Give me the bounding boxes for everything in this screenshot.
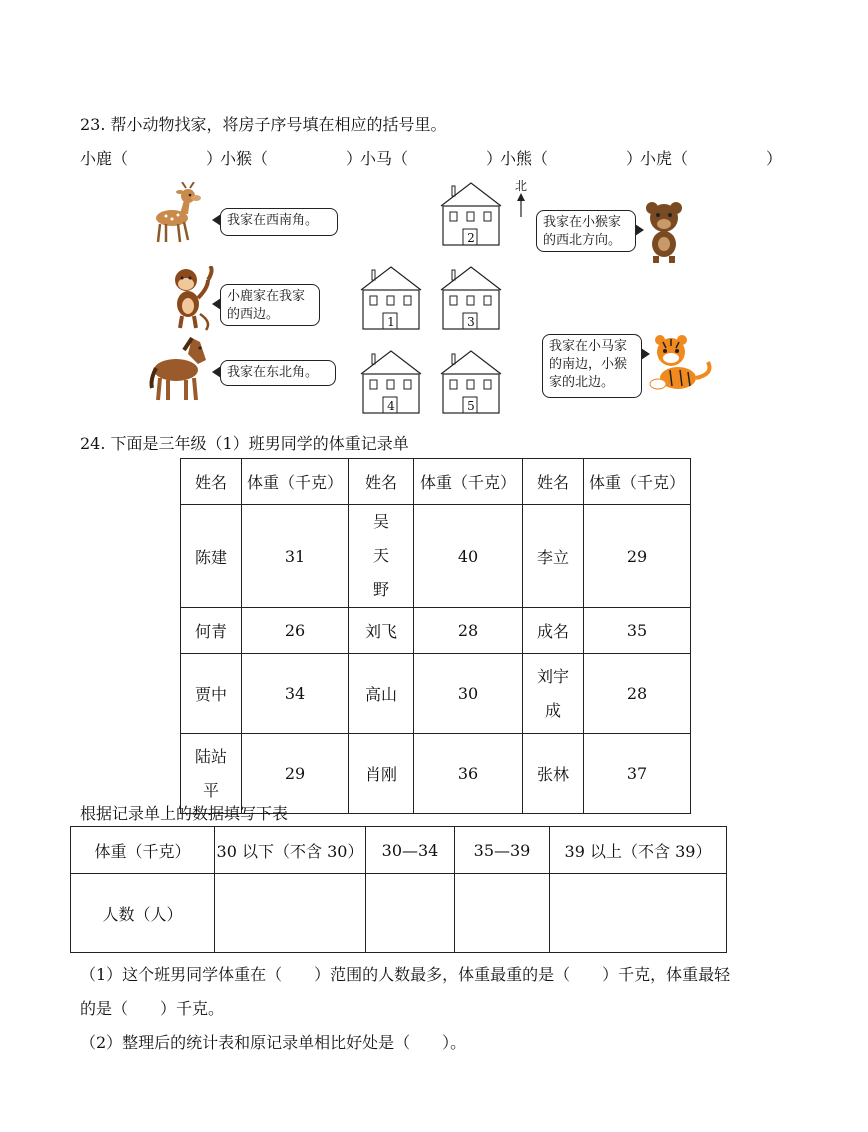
monkey-illustration [168, 266, 218, 332]
weight-summary-table [70, 826, 727, 953]
house-3 [440, 266, 502, 330]
count-input-cell[interactable] [550, 874, 727, 953]
weight-cell: 28 [414, 608, 523, 654]
monkey-speech-bubble [220, 284, 320, 326]
name-cell [523, 654, 584, 734]
count-input-cell[interactable] [366, 874, 455, 953]
house-number: 1 [387, 315, 395, 329]
fill-table-instruction: 根据记录单上的数据填写下表 [80, 804, 289, 823]
deer-speech-text: 我家在西南角。 [227, 213, 319, 228]
name-cell: 陈建 [181, 505, 242, 608]
count-input-cell[interactable] [215, 874, 366, 953]
name-cell: 张林 [523, 734, 584, 814]
header-cell: 体重（千克） [71, 827, 215, 874]
header-cell: 体重（千克） [584, 459, 691, 505]
row-label-cell: 人数（人） [71, 874, 215, 953]
header-cell: 30 以下（不含 30） [215, 827, 366, 874]
deer-bubble-tail [212, 214, 221, 226]
question-24-part-1-line-1: （1）这个班男同学体重在（ ）范围的人数最多，体重最重的是（ ）千克，体重最轻 [80, 965, 731, 984]
header-cell: 39 以上（不含 39） [550, 827, 727, 874]
blank-monkey[interactable] [220, 146, 362, 169]
house-number: 2 [467, 231, 475, 245]
weight-cell: 34 [242, 654, 349, 734]
north-label: 北 [515, 179, 528, 193]
name-cell: 肖刚 [349, 734, 414, 814]
weight-cell: 40 [414, 505, 523, 608]
weight-cell: 37 [584, 734, 691, 814]
blank-label: 小熊（ [500, 149, 549, 168]
header-cell: 30—34 [366, 827, 455, 874]
summary-header-row [71, 827, 727, 874]
name-text: 陆站平 [194, 746, 227, 800]
blank-bear[interactable] [500, 146, 642, 169]
horse-illustration [148, 334, 214, 402]
tiger-speech-text: 我家在小马家的南边，小猴家的北边。 [549, 339, 628, 390]
name-cell: 刘飞 [349, 608, 414, 654]
table-row [181, 654, 691, 734]
weight-cell: 26 [242, 608, 349, 654]
table-row [181, 505, 691, 608]
house-1 [360, 266, 422, 330]
weight-cell: 35 [584, 608, 691, 654]
blank-close: ） [626, 149, 643, 168]
horse-speech-bubble [220, 360, 336, 386]
table-row [181, 608, 691, 654]
blank-label: 小猴（ [220, 149, 269, 168]
weight-cell: 30 [414, 654, 523, 734]
weight-cell: 31 [242, 505, 349, 608]
question-24-title: 24. 下面是三年级（1）班男同学的体重记录单 [80, 434, 409, 453]
question-24-part-2: （2）整理后的统计表和原记录单相比好处是（ ）。 [80, 1033, 467, 1052]
bear-bubble-tail [635, 224, 644, 236]
house-2 [440, 182, 502, 246]
deer-illustration [152, 182, 208, 246]
count-input-cell[interactable] [455, 874, 550, 953]
header-cell: 姓名 [349, 459, 414, 505]
tiger-illustration [648, 334, 718, 392]
house-number: 4 [387, 399, 395, 413]
name-cell: 贾中 [181, 654, 242, 734]
horse-bubble-tail [212, 366, 221, 378]
blank-close: ） [206, 149, 223, 168]
house-number: 5 [467, 399, 475, 413]
question-24-part-1-line-2: 的是（ ）千克。 [80, 999, 225, 1018]
table-header-row [181, 459, 691, 505]
house-number: 3 [467, 315, 475, 329]
blank-tiger[interactable] [640, 146, 782, 169]
deer-speech-bubble [220, 208, 338, 236]
bear-speech-bubble [536, 210, 636, 252]
tiger-speech-bubble [542, 334, 642, 398]
weight-cell: 29 [242, 734, 349, 814]
house-4 [360, 350, 422, 414]
weight-record-table [180, 458, 691, 814]
name-text: 吴天野 [372, 512, 389, 599]
weight-cell: 28 [584, 654, 691, 734]
name-cell: 李立 [523, 505, 584, 608]
answer-blanks [80, 146, 783, 168]
weight-cell: 29 [584, 505, 691, 608]
header-cell: 姓名 [523, 459, 584, 505]
header-cell: 姓名 [181, 459, 242, 505]
house-5 [440, 350, 502, 414]
horse-speech-text: 我家在东北角。 [227, 365, 319, 380]
blank-close: ） [766, 149, 783, 168]
header-cell: 体重（千克） [414, 459, 523, 505]
name-cell: 成名 [523, 608, 584, 654]
monkey-speech-text: 小鹿家在我家的西边。 [227, 289, 306, 322]
bear-illustration [644, 200, 684, 264]
summary-count-row [71, 874, 727, 953]
blank-close: ） [486, 149, 503, 168]
header-cell: 体重（千克） [242, 459, 349, 505]
name-cell: 何青 [181, 608, 242, 654]
blank-horse[interactable] [360, 146, 502, 169]
blank-label: 小马（ [360, 149, 409, 168]
blank-close: ） [346, 149, 363, 168]
blank-label: 小鹿（ [80, 149, 129, 168]
name-text: 刘宇成 [536, 666, 569, 720]
name-cell [349, 505, 414, 608]
header-cell: 35—39 [455, 827, 550, 874]
name-cell: 高山 [349, 654, 414, 734]
bear-speech-text: 我家在小猴家的西北方向。 [543, 215, 622, 248]
question-23-title: 23. 帮小动物找家，将房子序号填在相应的括号里。 [80, 115, 447, 134]
weight-cell: 36 [414, 734, 523, 814]
blank-label: 小虎（ [640, 149, 689, 168]
north-arrow-icon [513, 177, 533, 219]
monkey-bubble-tail [212, 298, 221, 310]
blank-deer[interactable] [80, 146, 222, 169]
